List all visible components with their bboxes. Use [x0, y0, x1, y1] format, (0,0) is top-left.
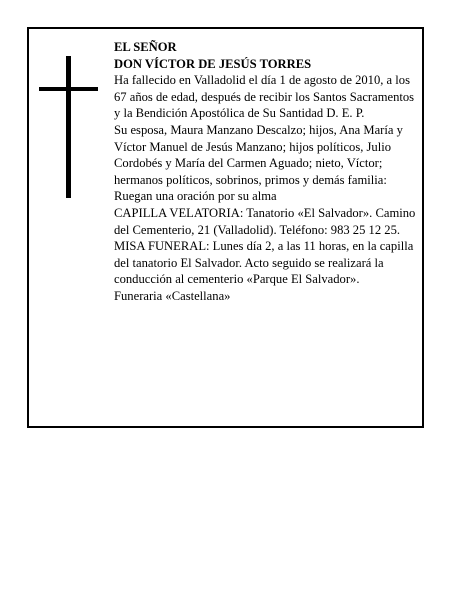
obituary-notice: [27, 27, 424, 428]
notice-paragraph-family: Su esposa, Maura Manzano Descalzo; hijos, Ana María y Víctor Manuel de Jesús Manzano; hijos políticos, Julio Cordobés y María del Carmen Aguado; nieto, Víctor; hermanos políticos, sobrinos, primos y demás familia:: [114, 122, 403, 187]
notice-heading-name: DON VÍCTOR DE JESÚS TORRES: [114, 56, 312, 71]
notice-text: [114, 39, 421, 305]
notice-heading-title: EL SEÑOR: [114, 40, 177, 54]
notice-paragraph-mass: MISA FUNERAL: Lunes día 2, a las 11 horas, en la capilla del tanatorio El Salvador. Acto seguido se realizará la conducción al cementerio «Parque El Salvador».: [114, 239, 414, 287]
notice-paragraph-prayer: Ruegan una oración por su alma: [114, 189, 277, 204]
cross-vertical-bar: [66, 56, 71, 198]
cross-icon: [29, 29, 30, 30]
cross-horizontal-bar: [39, 87, 98, 91]
notice-paragraph-death: Ha fallecido en Valladolid el día 1 de agosto de 2010, a los 67 años de edad, después de recibir los Santos Sacramentos y la Bendición Apostólica de Su Santidad D. E. P.: [114, 73, 415, 121]
notice-paragraph-funeral-home: Funeraria «Castellana»: [114, 288, 231, 303]
notice-paragraph-chapel: CAPILLA VELATORIA: Tanatorio «El Salvador». Camino del Cementerio, 21 (Valladolid). Teléfono: 983 25 12 25.: [114, 205, 416, 237]
